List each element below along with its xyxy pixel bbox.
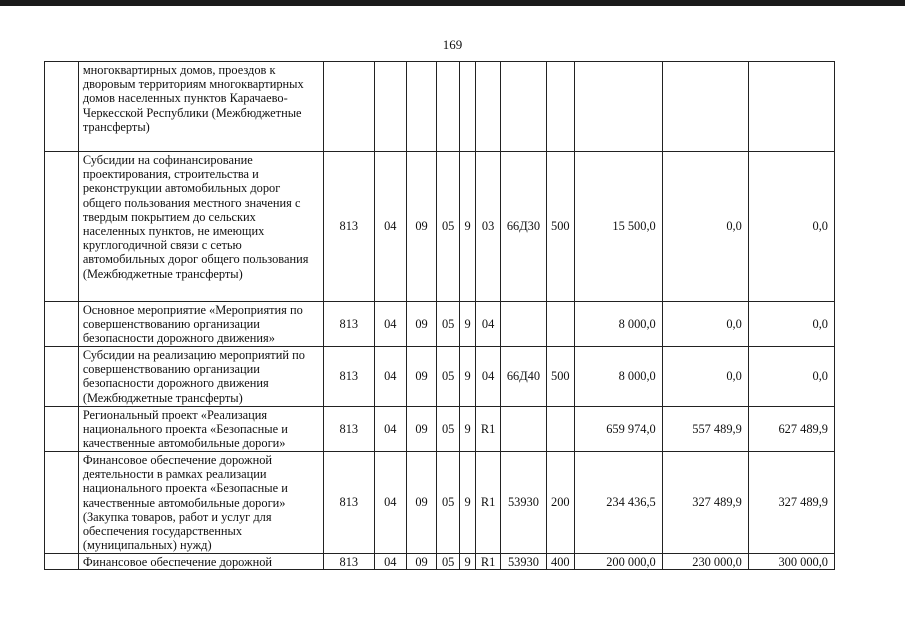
amount-year-1: 8 000,0: [574, 347, 662, 407]
table-row: [45, 407, 835, 452]
subprogram-code: 9: [459, 302, 475, 347]
ministry-code: 813: [323, 452, 374, 554]
subprogram-code: 9: [459, 347, 475, 407]
program-code: 05: [437, 152, 460, 302]
row-description: Финансовое обеспечение дорожной деятельности в рамках реализации национального проекта «Безопасные и качественные автомобильные дороги» (Закупка товаров, работ и услуг для обеспечения государственных (муниципальных) нужд): [78, 452, 323, 554]
activity-code: R1: [476, 452, 501, 554]
subsection-code: 09: [406, 554, 437, 570]
ministry-code: 813: [323, 407, 374, 452]
program-code: 05: [437, 407, 460, 452]
amount-year-2: 230 000,0: [662, 554, 748, 570]
section-code: 04: [374, 554, 406, 570]
expense-type-code: 400: [546, 554, 574, 570]
table-row: [45, 347, 835, 407]
direction-code: 53930: [500, 554, 546, 570]
amount-year-1: [574, 62, 662, 152]
budget-table: [44, 61, 835, 570]
amount-year-1: 234 436,5: [574, 452, 662, 554]
amount-year-2: 0,0: [662, 302, 748, 347]
row-index-cell: [45, 302, 79, 347]
row-description: Субсидии на реализацию мероприятий по совершенствованию организации безопасности дорожного движения (Межбюджетные трансферты): [78, 347, 323, 407]
direction-code: [500, 302, 546, 347]
amount-year-1: 15 500,0: [574, 152, 662, 302]
row-description: Основное мероприятие «Мероприятия по совершенствованию организации безопасности дорожного движения»: [78, 302, 323, 347]
amount-year-2: 0,0: [662, 152, 748, 302]
row-index-cell: [45, 62, 79, 152]
row-description: Финансовое обеспечение дорожной: [78, 554, 323, 570]
table-row: [45, 452, 835, 554]
expense-type-code: 500: [546, 152, 574, 302]
amount-year-2: 557 489,9: [662, 407, 748, 452]
section-code: 04: [374, 407, 406, 452]
program-code: 05: [437, 554, 460, 570]
amount-year-2: 327 489,9: [662, 452, 748, 554]
activity-code: 04: [476, 347, 501, 407]
subprogram-code: 9: [459, 554, 475, 570]
page-number: 169: [442, 37, 463, 52]
subprogram-code: 9: [459, 152, 475, 302]
section-code: 04: [374, 302, 406, 347]
subprogram-code: [459, 62, 475, 152]
section-code: 04: [374, 347, 406, 407]
activity-code: R1: [476, 407, 501, 452]
direction-code: 53930: [500, 452, 546, 554]
table-row: [45, 554, 835, 570]
amount-year-3: 627 489,9: [748, 407, 834, 452]
subsection-code: 09: [406, 452, 437, 554]
activity-code: [476, 62, 501, 152]
direction-code: [500, 407, 546, 452]
subsection-code: 09: [406, 152, 437, 302]
scan-edge: [0, 0, 905, 6]
subprogram-code: 9: [459, 452, 475, 554]
subsection-code: [406, 62, 437, 152]
ministry-code: [323, 62, 374, 152]
amount-year-2: [662, 62, 748, 152]
subsection-code: 09: [406, 407, 437, 452]
amount-year-1: 659 974,0: [574, 407, 662, 452]
amount-year-1: 8 000,0: [574, 302, 662, 347]
ministry-code: 813: [323, 554, 374, 570]
subsection-code: 09: [406, 347, 437, 407]
row-description: Региональный проект «Реализация национального проекта «Безопасные и качественные автомобильные дороги»: [78, 407, 323, 452]
expense-type-code: 500: [546, 347, 574, 407]
amount-year-3: 0,0: [748, 347, 834, 407]
row-index-cell: [45, 347, 79, 407]
row-index-cell: [45, 554, 79, 570]
amount-year-1: 200 000,0: [574, 554, 662, 570]
program-code: 05: [437, 347, 460, 407]
section-code: 04: [374, 452, 406, 554]
row-index-cell: [45, 152, 79, 302]
table-row: [45, 62, 835, 152]
row-description: Субсидии на софинансирование проектирования, строительства и реконструкции автомобильных дорог общего пользования местного значения с твердым покрытием до сельских населенных пунктов, не имеющих круглогодичной связи с сетью автомобильных дорог общего пользования (Межбюджетные трансферты): [78, 152, 323, 302]
table-row: [45, 302, 835, 347]
amount-year-3: 0,0: [748, 152, 834, 302]
amount-year-3: [748, 62, 834, 152]
direction-code: 66Д30: [500, 152, 546, 302]
row-description: многоквартирных домов, проездов к дворовым территориям многоквартирных домов населенных пунктов Карачаево-Черкесской Республики (Межбюджетные трансферты): [78, 62, 323, 152]
amount-year-3: 327 489,9: [748, 452, 834, 554]
program-code: 05: [437, 302, 460, 347]
ministry-code: 813: [323, 347, 374, 407]
ministry-code: 813: [323, 302, 374, 347]
program-code: 05: [437, 452, 460, 554]
ministry-code: 813: [323, 152, 374, 302]
activity-code: 03: [476, 152, 501, 302]
section-code: [374, 62, 406, 152]
activity-code: R1: [476, 554, 501, 570]
activity-code: 04: [476, 302, 501, 347]
program-code: [437, 62, 460, 152]
row-index-cell: [45, 452, 79, 554]
table-row: [45, 152, 835, 302]
subsection-code: 09: [406, 302, 437, 347]
row-index-cell: [45, 407, 79, 452]
expense-type-code: [546, 62, 574, 152]
direction-code: [500, 62, 546, 152]
subprogram-code: 9: [459, 407, 475, 452]
section-code: 04: [374, 152, 406, 302]
amount-year-2: 0,0: [662, 347, 748, 407]
expense-type-code: [546, 302, 574, 347]
expense-type-code: 200: [546, 452, 574, 554]
direction-code: 66Д40: [500, 347, 546, 407]
expense-type-code: [546, 407, 574, 452]
amount-year-3: 0,0: [748, 302, 834, 347]
amount-year-3: 300 000,0: [748, 554, 834, 570]
